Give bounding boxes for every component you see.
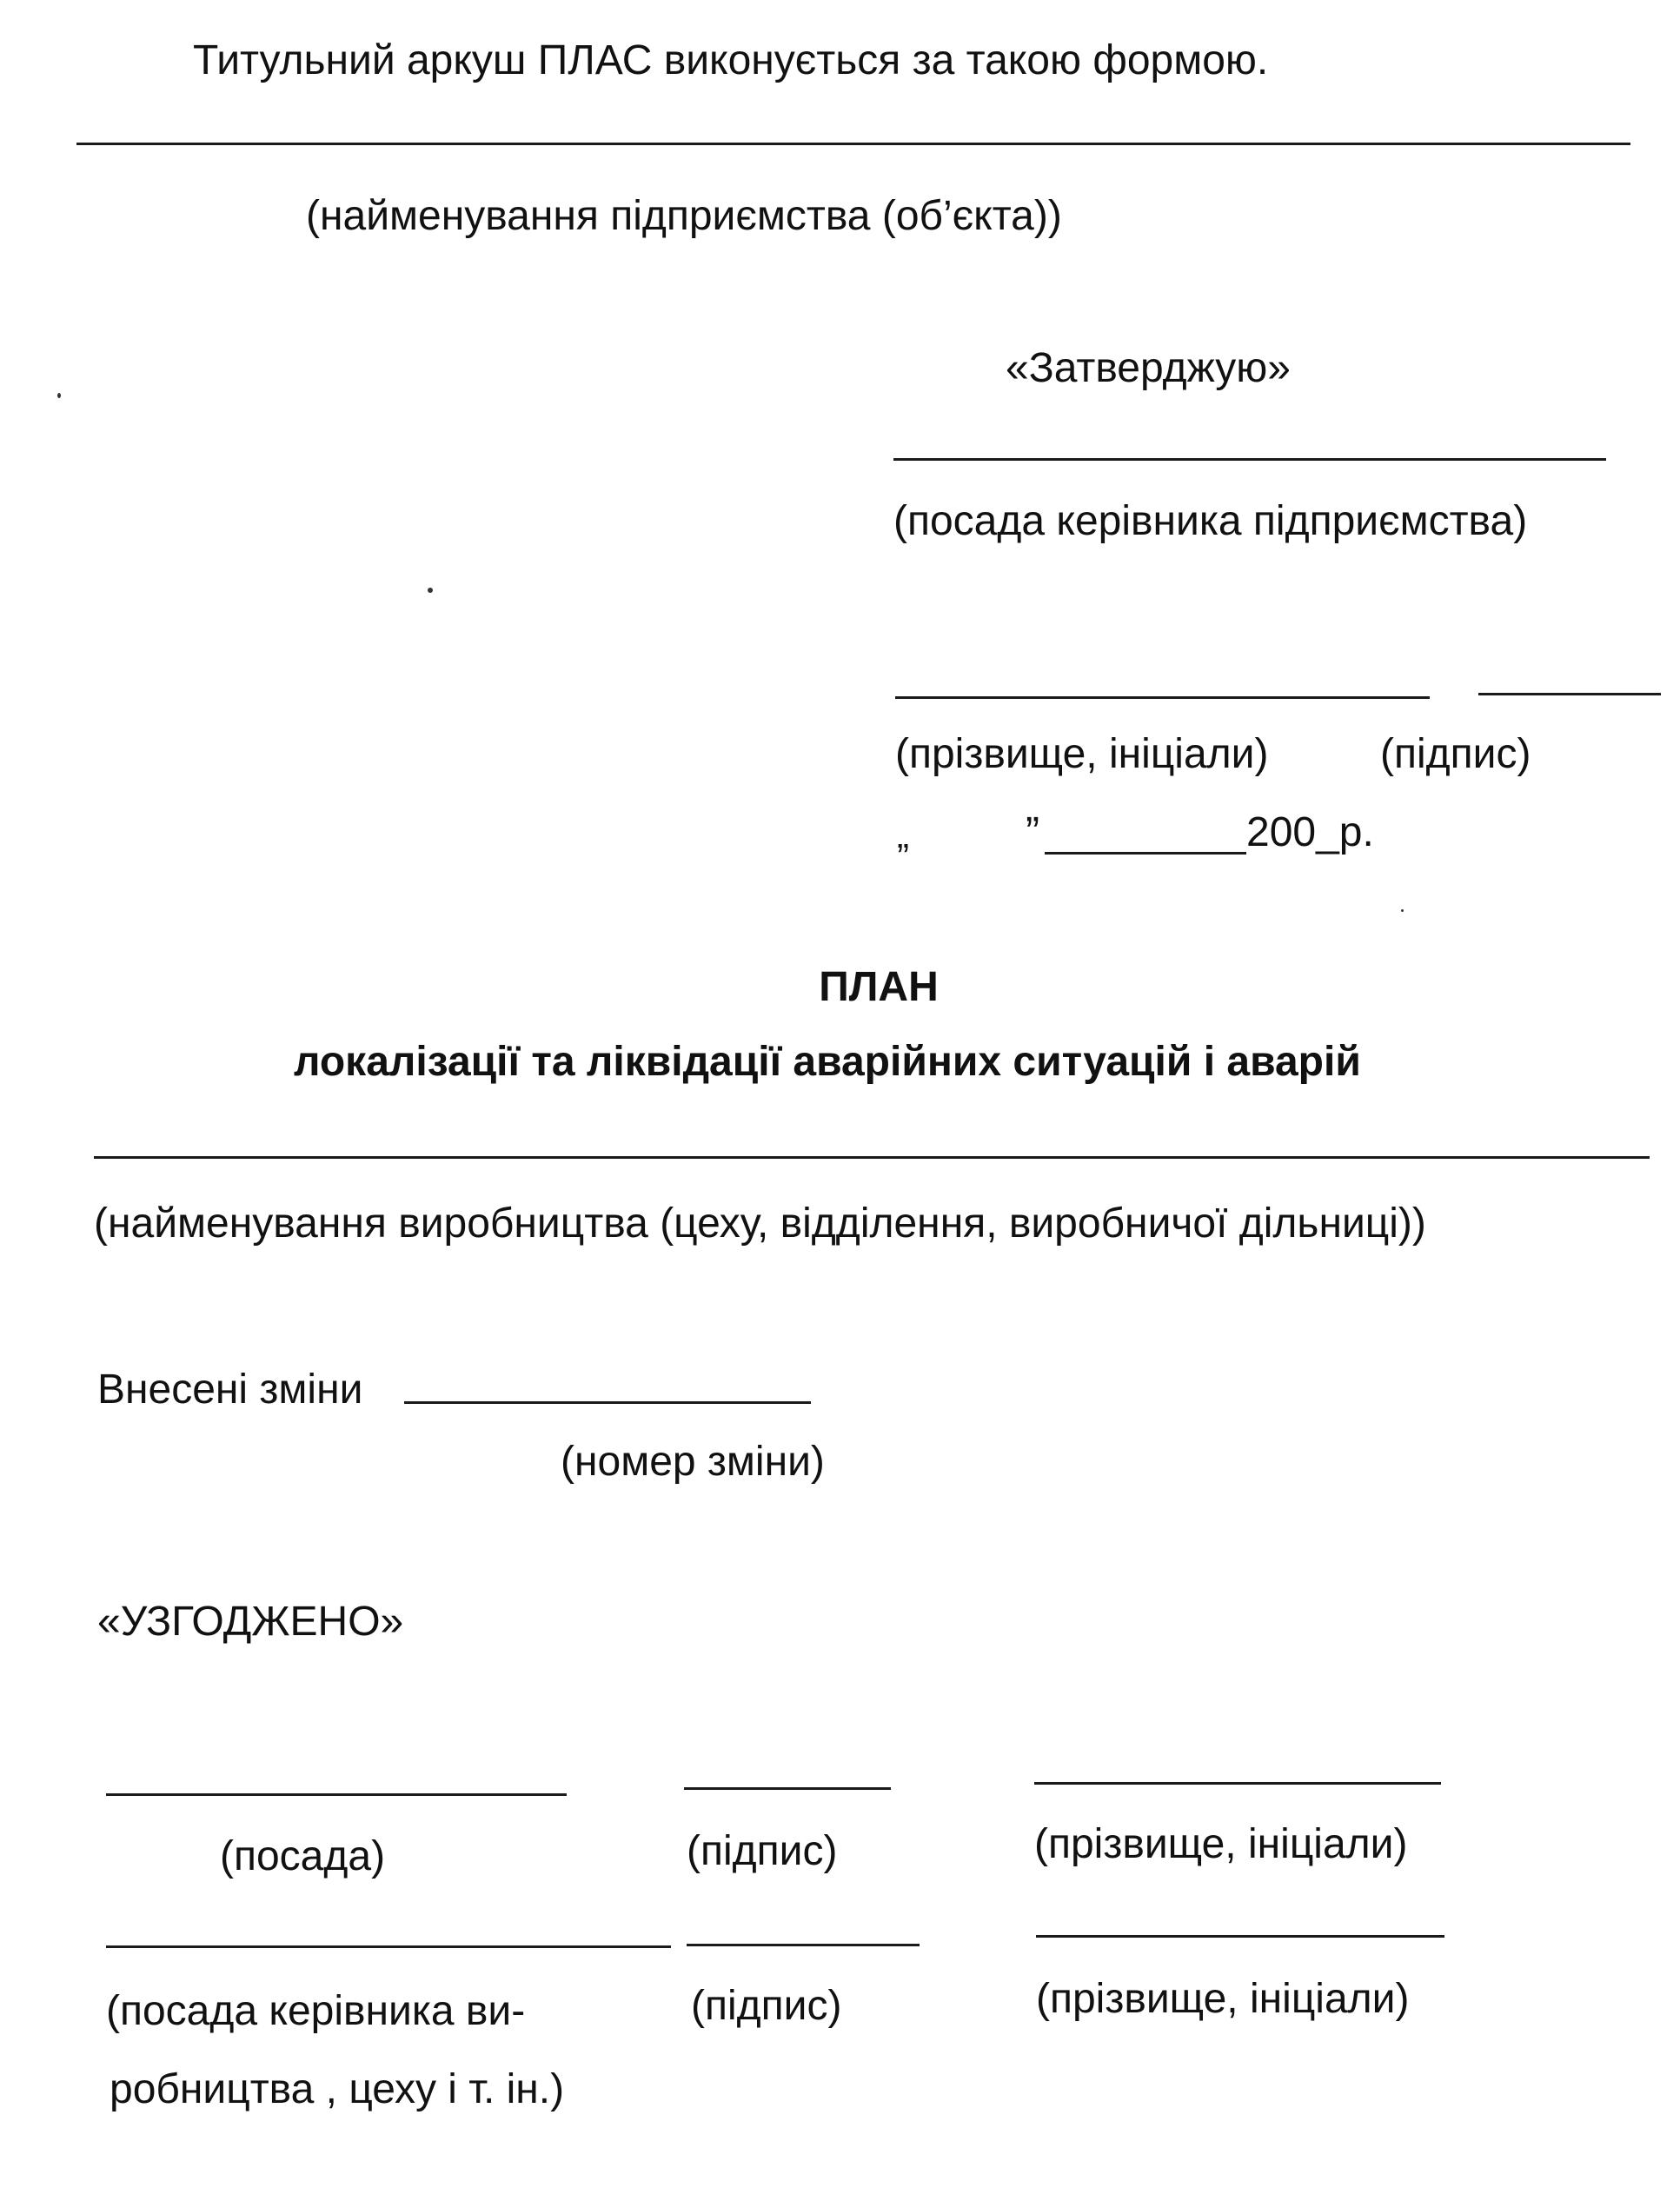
agreed-row1-surname-line [1034,1782,1441,1785]
agreed-row1-signature-line [684,1787,891,1790]
agreed-row1-signature-caption: (підпис) [687,1828,838,1874]
manager-signature-caption: (підпис) [1380,731,1531,777]
date-line [1045,852,1246,855]
enterprise-name-line [76,143,1630,145]
manager-signature-line [1478,693,1661,695]
production-name-line [94,1156,1650,1159]
scan-speck [428,588,433,593]
enterprise-name-caption: (найменування підприємства (об’єкта)) [306,193,1062,239]
agreed-row2-surname-line [1036,1935,1444,1938]
date-suffix: 200_р. [1246,809,1374,855]
agreed-row2-surname-caption: (прізвище, ініціали) [1036,1976,1410,2022]
agreed-row2-signature-line [687,1944,920,1946]
scan-speck [57,393,61,398]
change-number-caption: (номер зміни) [561,1439,825,1485]
date-open-quote: „ [897,815,909,855]
production-name-caption: (найменування виробництва (цеху, відділення, виробничої дільниці)) [94,1200,1426,1247]
change-number-line [404,1401,811,1404]
manager-position-caption: (посада керівника підприємства) [893,498,1528,544]
manager-position-line [893,458,1606,461]
agreed-row2-position-line [106,1945,671,1948]
date-close-quote: ” [1026,809,1039,855]
plan-title: ПЛАН [819,964,939,1010]
manager-surname-line [895,696,1430,699]
agreed-row2-signature-caption: (підпис) [691,1983,842,2029]
agreed-row1-position-line [106,1793,567,1796]
approve-heading: «Затверджую» [1006,345,1291,391]
intro-text: Титульний аркуш ПЛАС виконується за такою формою. [193,37,1269,83]
agreed-heading: «УЗГОДЖЕНО» [97,1599,404,1645]
scan-speck [1401,909,1404,912]
plan-subtitle: локалізації та ліквідації аварійних ситуацій і аварій [294,1039,1361,1085]
agreed-row2-position-caption-line2: робництва , цеху і т. ін.) [110,2066,565,2112]
agreed-row2-position-caption-line1: (посада керівника ви- [106,1988,526,2034]
manager-surname-caption: (прізвище, ініціали) [895,731,1269,777]
agreed-row1-surname-caption: (прізвище, ініціали) [1034,1821,1408,1867]
agreed-row1-position-caption: (посада) [220,1833,386,1879]
changes-label: Внесені зміни [97,1367,363,1413]
